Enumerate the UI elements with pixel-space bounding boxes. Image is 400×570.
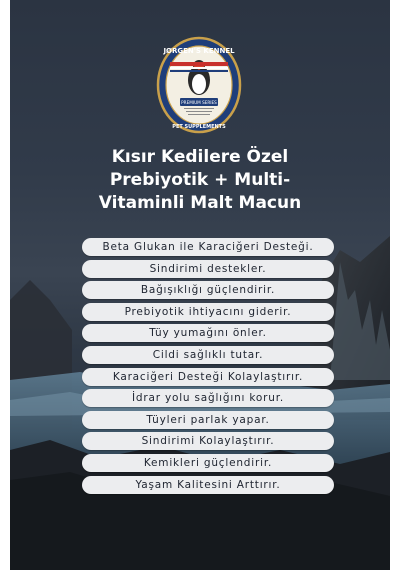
benefit-item: Karaciğeri Desteği Kolaylaştırır. — [82, 368, 334, 386]
jorgens-kennel-logo — [156, 36, 242, 134]
headline-line-2: Prebiyotik + Multi- — [109, 170, 291, 190]
benefit-item: Sindirimi destekler. — [82, 260, 334, 278]
benefit-item: Yaşam Kalitesini Arttırır. — [82, 476, 334, 494]
headline-line-3: Vitaminli Malt Macun — [98, 193, 302, 213]
benefit-item: Tüy yumağını önler. — [82, 324, 334, 342]
benefit-list — [82, 238, 334, 497]
benefit-item: Sindirimi Kolaylaştırır. — [82, 432, 334, 450]
benefit-item: Kemikleri güçlendirir. — [82, 454, 334, 472]
product-headline — [10, 146, 390, 215]
benefit-item: Tüyleri parlak yapar. — [82, 411, 334, 429]
benefit-item: Cildi sağlıklı tutar. — [82, 346, 334, 364]
benefit-item: Bağışıklığı güçlendirir. — [82, 281, 334, 299]
logo-badge-text: PREMIUM SERIES — [181, 100, 217, 105]
logo-subtitle-text: PET SUPPLEMENTS — [172, 124, 226, 130]
benefit-item: Prebiyotik ihtiyacını giderir. — [82, 303, 334, 321]
benefit-item: İdrar yolu sağlığını korur. — [82, 389, 334, 407]
logo-brand-text: JØRGEN'S KENNEL — [163, 47, 235, 55]
product-card — [10, 0, 390, 570]
benefit-item: Beta Glukan ile Karaciğeri Desteği. — [82, 238, 334, 256]
headline-line-1: Kısır Kedilere Özel — [111, 147, 289, 167]
